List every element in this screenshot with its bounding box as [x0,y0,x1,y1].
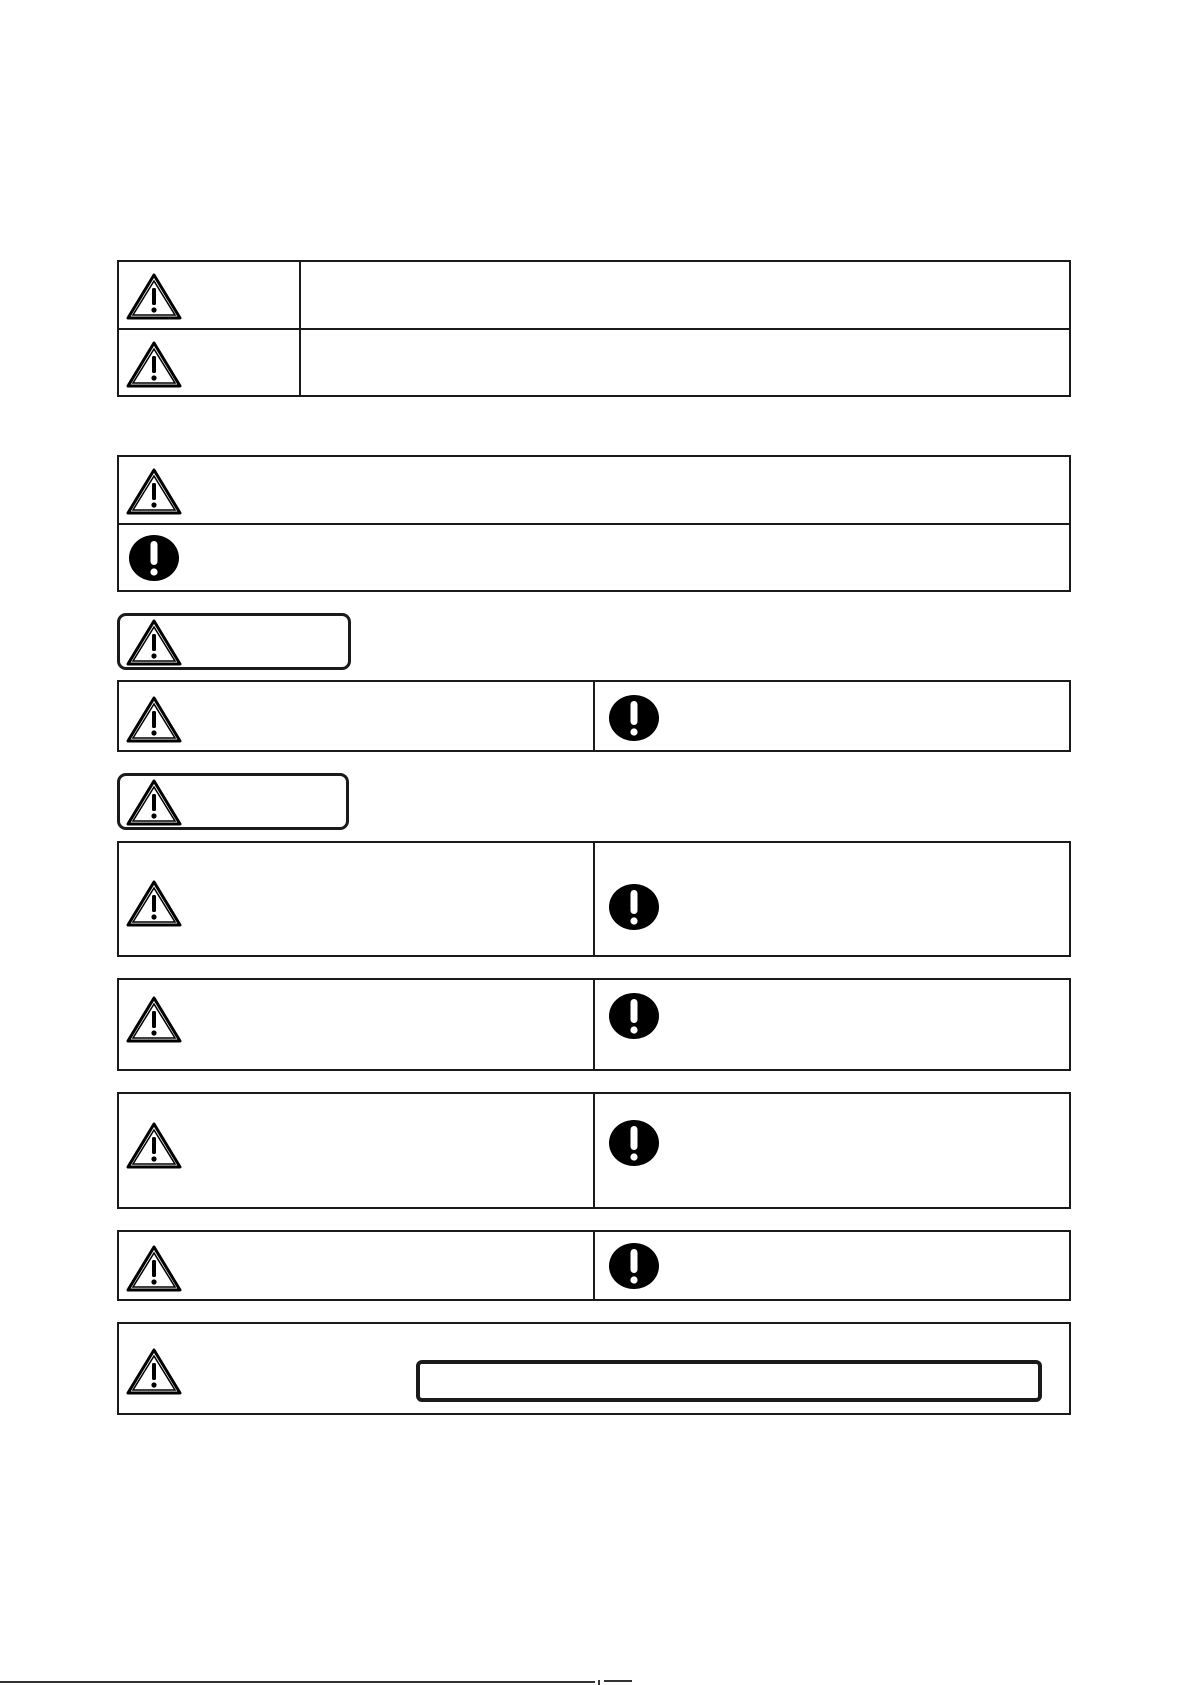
warning-triangle-icon [125,1347,183,1397]
precaution-row [117,841,1071,957]
symbol-meaning-row-divider [119,523,1069,525]
warning-triangle-icon [125,340,183,390]
section-heading-badge [117,613,351,670]
mandatory-exclamation-icon [605,882,663,932]
precaution-row [117,1092,1071,1209]
footer-rule [0,1681,595,1683]
section-heading-badge [117,773,349,830]
precaution-row-divider [593,1232,595,1299]
warning-triangle-icon [125,879,183,929]
precaution-row-divider [593,843,595,955]
warning-triangle-icon [125,618,183,668]
symbol-legend-table [117,260,1071,397]
precaution-row [117,1230,1071,1301]
precaution-row-divider [593,682,595,750]
mandatory-exclamation-icon [605,693,663,743]
mandatory-exclamation-icon [125,533,183,583]
warning-triangle-icon [125,995,183,1045]
warning-triangle-icon [125,695,183,745]
label-frame [416,1360,1042,1402]
footer-mark [598,1680,600,1685]
warning-triangle-icon [125,1121,183,1171]
symbol-legend-row-divider [119,328,1069,330]
warning-triangle-icon [125,467,183,517]
warning-triangle-icon [125,778,183,828]
precaution-row-divider [593,980,595,1069]
footer-mark-line [604,1680,632,1682]
warning-triangle-icon [125,1244,183,1294]
precaution-row-divider [593,1094,595,1207]
warning-triangle-icon [125,272,183,322]
precaution-row [117,978,1071,1071]
mandatory-exclamation-icon [605,1118,663,1168]
precaution-row-wide [117,1322,1071,1415]
symbol-meaning-table [117,455,1071,592]
mandatory-exclamation-icon [605,991,663,1041]
precaution-row [117,680,1071,752]
mandatory-exclamation-icon [605,1241,663,1291]
